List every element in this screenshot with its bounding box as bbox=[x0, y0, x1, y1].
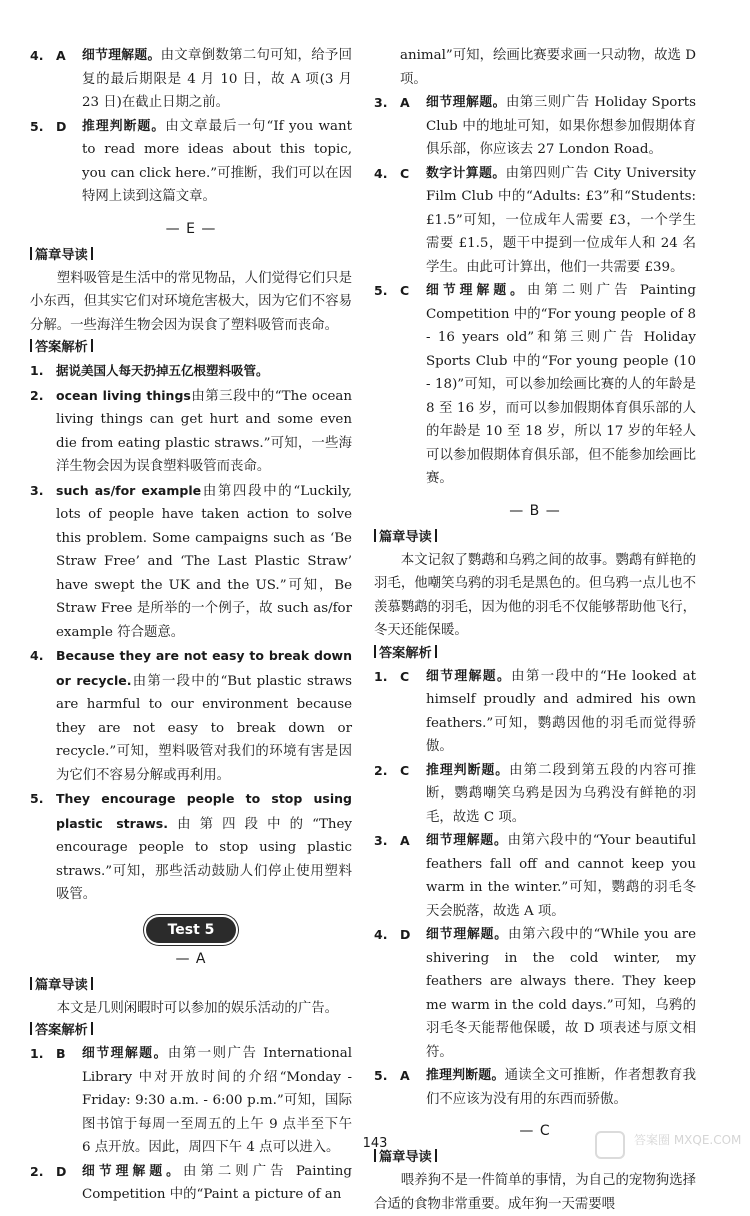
item-number: 5. bbox=[30, 118, 44, 134]
item-number: 5. bbox=[30, 791, 44, 806]
section-heading-intro: 篇章导读 bbox=[374, 1147, 696, 1169]
right-column bbox=[374, 44, 696, 1216]
item-explanation bbox=[426, 829, 696, 923]
item-number: 4. bbox=[374, 165, 388, 181]
continued-text: animal”可知，绘画比赛要求画一只动物，故选 D 项。 bbox=[400, 48, 696, 87]
test-badge: Test 5 bbox=[146, 917, 236, 943]
item-answer-letter: C bbox=[400, 668, 410, 684]
question-type: 细节理解题。 bbox=[426, 927, 508, 942]
intro-paragraph-c: 喂养狗不是一件简单的事情，为自己的宠物狗选择合适的食物非常重要。成年狗一天需要喂 bbox=[374, 1173, 696, 1212]
answer-item bbox=[30, 359, 352, 384]
section-divider-c: — C bbox=[519, 1123, 551, 1139]
section-divider-b: — B — bbox=[509, 502, 561, 519]
explanation-text: 由第四段中的“They encourage people to stop using plastic straws.”可知，那些活动鼓励人们停止使用塑料吸管。 bbox=[56, 816, 352, 902]
item-answer-letter: D bbox=[56, 1163, 67, 1179]
explanation-text: 由第二段到第五段的内容可推断，鹦鹉嘲笑乌鸦是因为乌鸦没有鲜艳的羽毛，故选 C 项。 bbox=[426, 762, 697, 825]
item-explanation bbox=[426, 162, 696, 280]
intro-paragraph-b: 本文记叙了鹦鹉和乌鸦之间的故事。鹦鹉有鲜艳的羽毛，他嘲笑乌鸦的羽毛是黑色的。但乌鸦一点儿也不羡慕鹦鹉的羽毛，因为他的羽毛不仅能够帮助他飞行，冬天还能保暖。 bbox=[374, 552, 696, 638]
item-answer-letter: A bbox=[400, 1068, 410, 1083]
question-type: 细节理解题。 bbox=[426, 283, 527, 298]
explanation-text: 由第二则广告 Painting Competition 中的“For young people of 8 - 16 years old”和第三则广告 Holiday Sports Club 中的“For young people (10 - 18)”可知，可以参加绘画比赛的人的年龄是 8 至 16 岁，而可以参加假期体育俱乐部的人的年龄是 10 至 18 岁，所以 17 岁的年轻人可以参加假期体育俱乐部，但不能参加绘画比赛。 bbox=[426, 283, 697, 486]
explanation-text: 由第一则广告 International Library 中对开放时间的介绍“Monday - Friday: 9:30 a.m. - 6:00 p.m.”可知，国际图书馆于每周一至周五的上午 9 点半至下午 6 点开放。因此，周四下午 4 点可以进入。 bbox=[82, 1046, 352, 1155]
question-type: 细节理解题。 bbox=[82, 48, 161, 63]
item-number: 1. bbox=[30, 363, 44, 378]
explanation-text: 由第六段中的“While you are shivering in the cold winter, my feathers are always there. They keep me warm in the cold days.”可知，乌鸦的羽毛冬天能帮他保暖，故 D 项表述与原文相符。 bbox=[426, 927, 697, 1060]
answer-text: ocean living things bbox=[56, 387, 191, 403]
page-number: 143 bbox=[362, 1136, 388, 1151]
item-number: 4. bbox=[30, 48, 44, 63]
item-explanation bbox=[56, 359, 352, 384]
answer-item bbox=[374, 923, 696, 1064]
item-explanation bbox=[426, 91, 696, 162]
item-answer-letter: C bbox=[400, 762, 410, 778]
item-number: 2. bbox=[374, 762, 388, 778]
explanation-text: 由第二则广告 Painting Competition 中的“Paint a picture of an bbox=[82, 1163, 353, 1202]
item-number: 1. bbox=[30, 1046, 44, 1061]
item-explanation bbox=[426, 1064, 696, 1111]
item-answer-letter: A bbox=[56, 48, 66, 63]
item-number: 3. bbox=[374, 833, 388, 848]
explanation-text: 由文章最后一句“If you want to read more ideas about this topic, you can click here.”可推断，我们可以在因特网上读到这篇文章。 bbox=[82, 118, 352, 204]
section-heading-intro: 篇章导读 bbox=[30, 975, 352, 997]
section-heading-answers: 答案解析 bbox=[374, 643, 696, 665]
answer-item bbox=[30, 787, 352, 907]
answer-item bbox=[374, 162, 696, 280]
item-number: 4. bbox=[374, 927, 388, 942]
intro-paragraph-e: 塑料吸管是生活中的常见物品，人们觉得它们只是小东西，但其实它们对环境危害极大，因为它们不容易分解。一些海洋生物会因为误食了塑料吸管而丧命。 bbox=[30, 270, 352, 333]
item-explanation bbox=[56, 644, 352, 787]
question-type: 细节理解题。 bbox=[82, 1163, 183, 1179]
section-divider-a: — A bbox=[175, 950, 207, 967]
question-type: 推理判断题。 bbox=[426, 762, 510, 778]
item-number: 3. bbox=[374, 95, 388, 110]
question-type: 细节理解题。 bbox=[426, 833, 508, 848]
section-heading-answers: 答案解析 bbox=[30, 1020, 352, 1042]
item-explanation bbox=[426, 759, 696, 830]
item-explanation bbox=[82, 1160, 352, 1207]
item-number: 2. bbox=[30, 387, 44, 403]
answer-text: They encourage people to stop using plastic straws. bbox=[56, 791, 352, 831]
question-type: 细节理解题。 bbox=[426, 668, 512, 684]
answer-item bbox=[374, 279, 696, 491]
item-answer-letter: D bbox=[56, 118, 67, 134]
explanation-text: 由第四段中的“Luckily, lots of people have taken action to solve this problem. Some campaigns such as ‘Be Straw Free’ and ‘The Last Plastic Straw’ have swept the UK and the US.”可知，Be Straw Free 是所举的一个例子，故 such as/for example 符合题意。 bbox=[56, 483, 352, 640]
answer-item bbox=[30, 644, 352, 787]
explanation-text: 由第四则广告 City University Film Club 中的“Adults: £3”和“Students: £1.5”可知，一位成年人需要 £3，一个学生需要 £1.5，题干中提到一位成年人和 24 名学生。由此可计算出，他们一共需要 £39。 bbox=[426, 165, 697, 275]
watermark-logo-icon bbox=[594, 1128, 744, 1162]
item-number: 1. bbox=[374, 668, 388, 684]
item-number: 5. bbox=[374, 1068, 388, 1083]
question-type: 细节理解题。 bbox=[426, 95, 506, 110]
answer-item bbox=[374, 665, 696, 759]
section-divider-e: — E — bbox=[165, 220, 217, 237]
item-explanation bbox=[82, 115, 352, 209]
explanation-text: 由第三则广告 Holiday Sports Club 中的地址可知，如果你想参加假期体育俱乐部，你应该去 27 London Road。 bbox=[426, 95, 696, 157]
item-answer-letter: C bbox=[400, 283, 410, 298]
item-answer-letter: A bbox=[400, 95, 410, 110]
left-column bbox=[30, 44, 352, 1207]
item-answer-letter: A bbox=[400, 833, 410, 848]
answer-item bbox=[374, 91, 696, 162]
answer-text: Because they are not easy to break down or recycle. bbox=[56, 648, 352, 688]
section-heading-answers: 答案解析 bbox=[30, 337, 352, 359]
answer-item bbox=[374, 829, 696, 923]
item-number: 5. bbox=[374, 283, 388, 298]
item-number: 4. bbox=[30, 648, 44, 663]
item-answer-letter: C bbox=[400, 165, 410, 181]
answer-text: 据说美国人每天扔掉五亿根塑料吸管。 bbox=[56, 363, 269, 378]
item-explanation bbox=[82, 44, 352, 115]
item-answer-letter: D bbox=[400, 927, 411, 942]
answer-item bbox=[30, 1160, 352, 1207]
explanation-text: 由第三段中的“The ocean living things can get hurt and some even die from eating plastic straws.”可知，一些海洋生物会因为误食塑料吸管而丧命。 bbox=[56, 388, 352, 474]
svg-text:答案圈 MXQE.COM: 答案圈 MXQE.COM bbox=[634, 1133, 742, 1147]
answer-item bbox=[374, 759, 696, 830]
answer-text: such as/for example bbox=[56, 482, 202, 498]
answer-item bbox=[30, 384, 352, 479]
item-explanation bbox=[426, 923, 696, 1064]
question-type: 推理判断题。 bbox=[426, 1068, 505, 1083]
explanation-text: 由第六段中的“Your beautiful feathers fall off and cannot keep you warm in the winter.”可知，鹦鹉的羽毛冬天会脱落，故选 A 项。 bbox=[426, 833, 697, 919]
answer-item bbox=[30, 44, 352, 115]
item-answer-letter: B bbox=[56, 1046, 66, 1061]
question-type: 推理判断题。 bbox=[82, 118, 166, 134]
question-type: 数字计算题。 bbox=[426, 165, 506, 181]
item-explanation bbox=[426, 665, 696, 759]
answer-item bbox=[30, 115, 352, 209]
item-number: 3. bbox=[30, 482, 44, 498]
section-heading-intro: 篇章导读 bbox=[374, 527, 696, 549]
item-explanation bbox=[426, 279, 696, 491]
item-number: 2. bbox=[30, 1163, 44, 1179]
answer-item bbox=[374, 1064, 696, 1111]
answer-item bbox=[30, 479, 352, 645]
item-explanation bbox=[56, 787, 352, 907]
question-type: 细节理解题。 bbox=[82, 1046, 168, 1061]
explanation-text: 由第一段中的“He looked at himself proudly and admired his own feathers.”可知，鹦鹉因他的羽毛而觉得骄傲。 bbox=[426, 668, 697, 754]
explanation-text: 通读全文可推断，作者想教育我们不应该为没有用的东西而骄傲。 bbox=[426, 1068, 697, 1107]
item-explanation bbox=[56, 384, 352, 479]
explanation-text: 由文章倒数第二句可知，给予回复的最后期限是 4 月 10 日，故 A 项(3 月 23 日)在截止日期之前。 bbox=[82, 48, 353, 110]
section-heading-intro: 篇章导读 bbox=[30, 245, 352, 267]
intro-paragraph-a: 本文是几则闲暇时可以参加的娱乐活动的广告。 bbox=[56, 1000, 338, 1016]
item-explanation bbox=[56, 479, 352, 645]
explanation-text: 由第一段中的“But plastic straws are harmful to our environment because they are not easy to break down or recycle.”可知，塑料吸管对我们的环境有害是因为它们不容易分解或再利用。 bbox=[56, 673, 352, 783]
